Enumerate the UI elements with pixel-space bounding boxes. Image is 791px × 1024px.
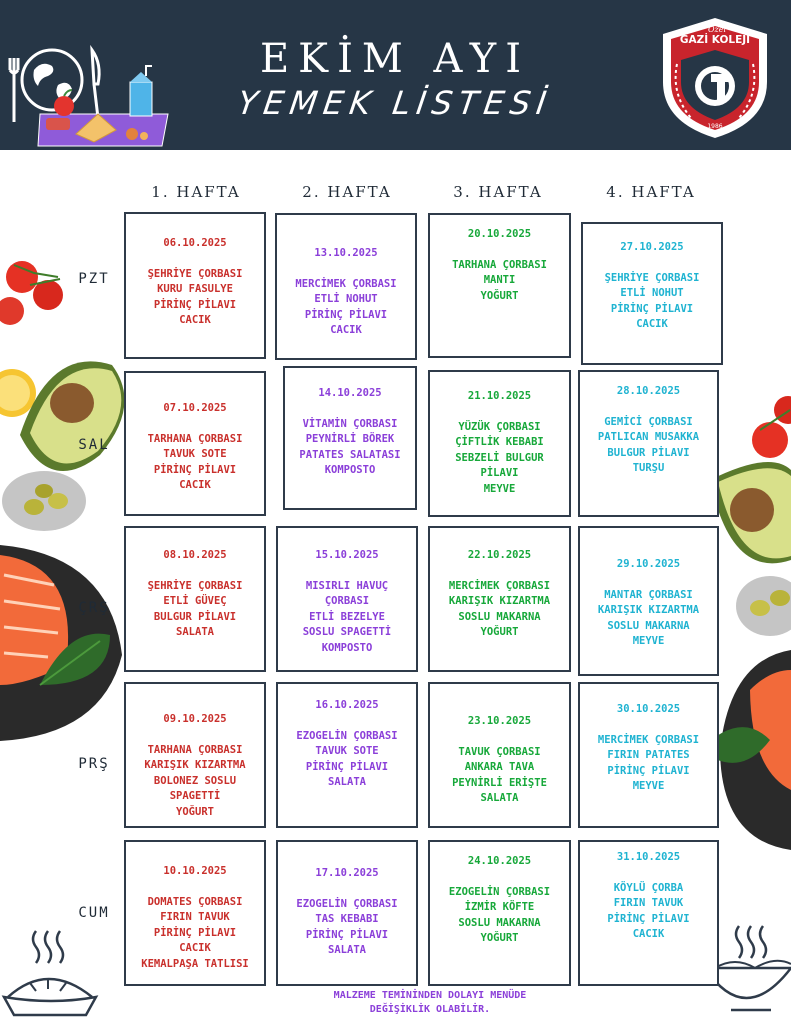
menu-item: ETLİ GÜVEÇ	[163, 595, 227, 607]
footer-note-line-2: DEĞİŞİKLİK OLABİLİR.	[369, 1004, 491, 1015]
menu-item: MANTAR ÇORBASI	[604, 588, 693, 601]
header-banner	[0, 0, 791, 150]
menu-item: İZMİR KÖFTE	[464, 901, 535, 913]
menu-item: KARIŞIK KIZARTMA	[597, 604, 700, 616]
menu-date: 13.10.2025	[314, 247, 378, 259]
page-title: EKİM AYI	[259, 36, 531, 82]
menu-item: PATLICAN MUSAKKA	[597, 431, 700, 443]
tomato-icon	[752, 396, 791, 458]
menu-cell	[581, 222, 723, 365]
menu-item: PİRİNÇ PİLAVI	[153, 463, 237, 476]
menu-item: ÇİFTLİK KEBABI	[455, 436, 544, 448]
menu-item: PİRİNÇ PİLAVI	[607, 912, 690, 925]
menu-item: TAVUK ÇORBASI	[458, 745, 541, 758]
menu-item: ÇORBASI	[324, 595, 370, 607]
menu-item: PATATES SALATASI	[299, 448, 401, 461]
menu-item: SOSLU MAKARNA	[607, 619, 690, 632]
gazi-koleji-crest-icon	[655, 14, 775, 142]
menu-item: FIRIN PATATES	[607, 749, 690, 761]
day-label-tuesday: SAL	[78, 437, 110, 453]
menu-item: TARHANA ÇORBASI	[147, 432, 243, 445]
menu-cell	[578, 370, 719, 517]
menu-date: 29.10.2025	[616, 558, 681, 570]
menu-item: KURU FASULYE	[157, 283, 233, 295]
menu-item: EZOGELİN ÇORBASI	[296, 897, 398, 910]
menu-item: PİRİNÇ PİLAVI	[610, 302, 694, 315]
menu-date: 16.10.2025	[315, 699, 379, 711]
menu-item: TAVUK SOTE	[163, 448, 227, 460]
menu-date: 27.10.2025	[620, 241, 684, 253]
menu-item: ETLİ BEZELYE	[309, 610, 385, 623]
tomato-icon	[0, 261, 63, 325]
menu-date: 31.10.2025	[616, 851, 681, 863]
menu-date: 28.10.2025	[616, 385, 681, 397]
food-tray-icon	[0, 30, 175, 148]
menu-item: YÜZÜK ÇORBASI	[458, 420, 541, 433]
footer-note	[290, 989, 570, 1017]
menu-item: FIRIN TAVUK	[613, 897, 684, 909]
menu-item: GEMİCİ ÇORBASI	[604, 415, 693, 428]
menu-item: ŞEHRİYE ÇORBASI	[604, 271, 700, 284]
menu-item: SOSLU MAKARNA	[458, 610, 541, 623]
menu-item: KEMALPAŞA TATLISI	[141, 957, 249, 970]
menu-item: YOĞURT	[480, 932, 519, 944]
menu-item: MANTI	[483, 274, 516, 286]
menu-date: 22.10.2025	[467, 549, 532, 561]
menu-item: ETLİ NOHUT	[620, 287, 684, 299]
menu-date: 08.10.2025	[163, 549, 227, 561]
menu-item: PİRİNÇ PİLAVI	[153, 298, 237, 311]
menu-cell	[428, 213, 571, 358]
menu-item: MERCİMEK ÇORBASI	[597, 733, 700, 746]
menu-item: TAS KEBABI	[315, 913, 379, 925]
menu-date: 21.10.2025	[467, 390, 532, 402]
menu-item: PİRİNÇ PİLAVI	[304, 308, 388, 321]
menu-item: PİRİNÇ PİLAVI	[607, 764, 690, 777]
menu-item: PİRİNÇ PİLAVI	[153, 926, 237, 939]
menu-item: TAVUK SOTE	[315, 745, 379, 757]
menu-item: MEYVE	[632, 635, 665, 647]
menu-item: KÖYLÜ ÇORBA	[613, 881, 684, 894]
menu-cell	[428, 682, 571, 828]
menu-date: 23.10.2025	[467, 715, 532, 727]
left-food-decoration	[0, 255, 125, 755]
week-header-4: 4. HAFTA	[606, 183, 696, 201]
olive-bowl-icon	[736, 576, 791, 636]
menu-item: SOSLU SPAGETTİ	[302, 626, 392, 638]
menu-cell	[428, 526, 571, 672]
footer-note-line-1: MALZEME TEMİNİNDEN DOLAYI MENÜDE	[333, 990, 527, 1001]
menu-item: VİTAMİN ÇORBASI	[302, 417, 398, 430]
avocado-icon	[20, 361, 125, 471]
menu-item: FIRIN TAVUK	[160, 911, 230, 923]
pie-icon	[0, 925, 105, 1020]
menu-cell	[124, 840, 266, 986]
menu-date: 07.10.2025	[163, 402, 227, 414]
menu-item: MEYVE	[632, 780, 665, 792]
menu-item: KARIŞIK KIZARTMA	[144, 759, 246, 771]
menu-item: EZOGELİN ÇORBASI	[448, 885, 551, 898]
avocado-icon	[710, 462, 791, 563]
menu-item: MERCİMEK ÇORBASI	[295, 277, 397, 290]
menu-item: ŞEHRİYE ÇORBASI	[147, 267, 243, 280]
menu-item: CACIK	[179, 942, 211, 954]
menu-item: CACIK	[636, 318, 668, 330]
menu-item: SPAGETTİ	[169, 790, 221, 802]
menu-cell	[578, 840, 719, 986]
day-label-thursday: PRŞ	[78, 756, 110, 772]
steam-icon	[736, 926, 766, 958]
menu-date: 06.10.2025	[163, 237, 227, 249]
menu-date: 15.10.2025	[315, 549, 379, 561]
day-label-wednesday: ÇRŞ	[78, 600, 110, 616]
menu-date: 10.10.2025	[163, 865, 227, 877]
menu-item: CACIK	[179, 314, 211, 326]
menu-item: YOĞURT	[176, 805, 214, 818]
menu-cell	[124, 212, 266, 359]
menu-item: SALATA	[176, 626, 214, 638]
menu-cell	[428, 370, 571, 517]
day-label-friday: CUM	[78, 905, 110, 921]
menu-item: PEYNİRLİ ERİŞTE	[452, 776, 547, 789]
menu-item: YOĞURT	[480, 289, 519, 302]
menu-cell	[124, 682, 266, 828]
menu-item: BULGUR PİLAVI	[153, 610, 237, 623]
menu-item: SOSLU MAKARNA	[458, 916, 541, 929]
steam-icon	[33, 931, 63, 963]
menu-cell	[578, 682, 719, 828]
menu-item: PİRİNÇ PİLAVI	[305, 760, 389, 773]
menu-date: 09.10.2025	[163, 713, 227, 725]
menu-item: BULGUR PİLAVI	[607, 446, 690, 459]
menu-date: 17.10.2025	[315, 867, 379, 879]
menu-cell	[578, 526, 719, 676]
menu-cell	[276, 526, 418, 672]
menu-item: PİLAVI	[480, 467, 519, 479]
menu-item: PEYNİRLİ BÖREK	[305, 433, 395, 445]
day-label-monday: PZT	[78, 271, 110, 287]
menu-date: 24.10.2025	[467, 855, 532, 867]
menu-item: MISIRLI HAVUÇ	[305, 579, 389, 592]
menu-item: PİRİNÇ PİLAVI	[305, 928, 389, 941]
page-subtitle: YEMEK LİSTESİ	[235, 84, 555, 122]
menu-cell	[428, 840, 571, 986]
menu-item: KOMPOSTO	[321, 641, 373, 654]
menu-item: KARIŞIK KIZARTMA	[448, 595, 551, 607]
menu-item: TURŞU	[632, 462, 665, 474]
menu-item: ŞEHRİYE ÇORBASI	[147, 579, 243, 592]
menu-item: SEBZELİ BULGUR	[455, 451, 544, 464]
olive-bowl-icon	[2, 471, 86, 531]
menu-item: CACIK	[330, 324, 362, 336]
menu-item: TARHANA ÇORBASI	[147, 743, 243, 756]
logo-brand: GAZİ KOLEJİ	[679, 34, 751, 46]
menu-item: EZOGELİN ÇORBASI	[296, 729, 398, 742]
menu-cell	[124, 526, 266, 672]
week-header-1: 1. HAFTA	[151, 183, 241, 201]
logo-year: 1986	[707, 123, 723, 130]
menu-item: ANKARA TAVA	[464, 761, 535, 773]
menu-cell	[276, 840, 418, 986]
menu-item: SALATA	[328, 944, 366, 956]
menu-item: CACIK	[632, 928, 665, 940]
menu-item: BOLONEZ SOSLU	[153, 774, 237, 787]
menu-cell	[276, 682, 418, 828]
menu-item: ETLİ NOHUT	[314, 293, 378, 305]
menu-item: YOĞURT	[480, 626, 519, 638]
menu-item: MERCİMEK ÇORBASI	[448, 579, 551, 592]
week-header-3: 3. HAFTA	[453, 183, 543, 201]
week-header-2: 2. HAFTA	[302, 183, 392, 201]
menu-cell	[275, 213, 417, 360]
menu-date: 14.10.2025	[318, 387, 382, 399]
menu-item: SALATA	[480, 792, 519, 804]
menu-item: MEYVE	[483, 482, 516, 495]
menu-item: TARHANA ÇORBASI	[452, 258, 547, 271]
menu-item: KOMPOSTO	[324, 464, 376, 476]
menu-date: 30.10.2025	[616, 703, 681, 715]
menu-item: CACIK	[179, 479, 211, 491]
menu-date: 20.10.2025	[467, 228, 532, 240]
menu-item: SALATA	[328, 776, 366, 788]
menu-item: DOMATES ÇORBASI	[147, 895, 243, 908]
logo-script: Özel	[707, 25, 727, 34]
menu-cell	[283, 366, 417, 510]
menu-cell	[124, 371, 266, 516]
